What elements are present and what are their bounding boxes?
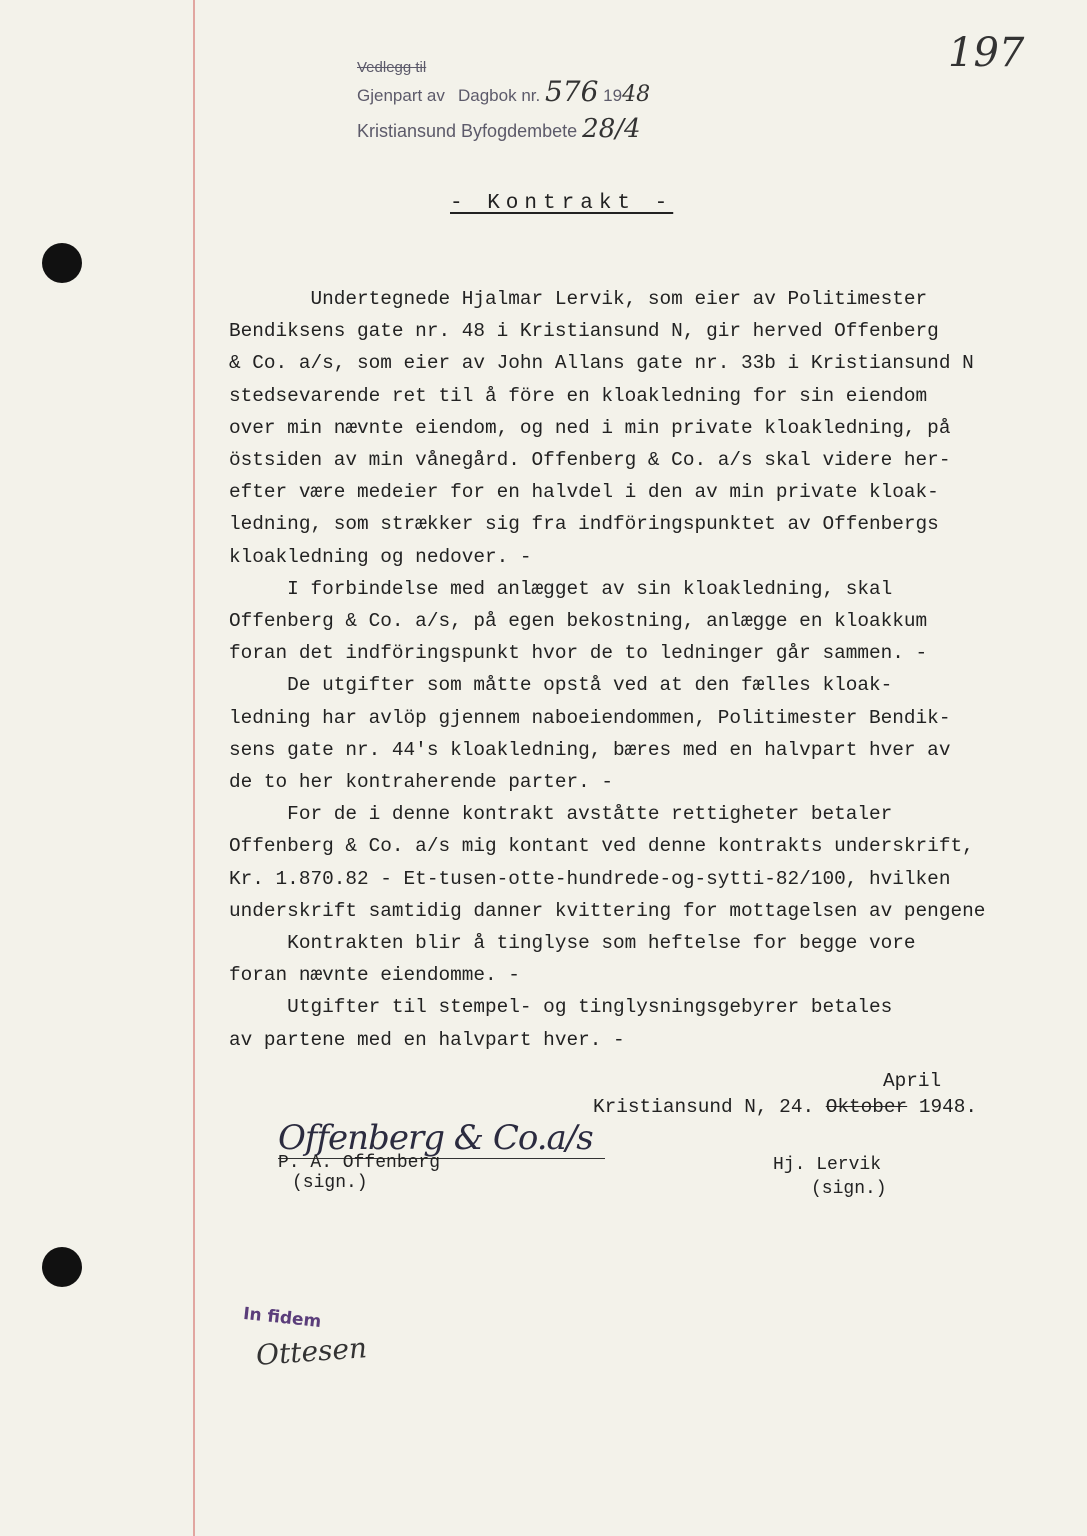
body-line: foran nævnte eiendomme. - bbox=[229, 964, 520, 987]
body-line: ledning, som strækker sig fra indföringspunktet av Offenbergs bbox=[229, 513, 939, 536]
body-line: stedsevarende ret til å före en kloakledning for sin eiendom bbox=[229, 384, 928, 407]
body-line: I forbindelse med anlægget av sin kloakledning, skal bbox=[229, 577, 893, 600]
signature-left bbox=[278, 1118, 605, 1193]
dagbok-number: 576 bbox=[544, 75, 599, 108]
date-block bbox=[593, 1068, 977, 1120]
date-month-correction: April bbox=[883, 1070, 942, 1092]
body-line: efter være medeier for en halvdel i den av min private kloak- bbox=[229, 481, 939, 504]
firm-signature-script: Offenberg & Co.a/s bbox=[278, 1118, 605, 1159]
dagbok-year: 48 bbox=[622, 82, 651, 107]
punch-hole-top bbox=[42, 243, 82, 283]
body-line: östsiden av min vånegård. Offenberg & Co. a/s skal videre her- bbox=[229, 449, 951, 472]
body-line: sens gate nr. 44's kloakledning, bæres med en halvpart hver av bbox=[229, 738, 951, 761]
margin-rule bbox=[193, 0, 195, 1536]
body-line: Utgifter til stempel- og tinglysningsgebyrer betales bbox=[229, 996, 893, 1019]
stamp-gjenpart-label: Gjenpart av bbox=[357, 86, 445, 105]
stamp-dagbok: Dagbok nr. 576 1948 bbox=[458, 75, 651, 108]
stamp-struck-label: Vedlegg til bbox=[357, 59, 427, 76]
body-line: Kr. 1.870.82 - Et-tusen-otte-hundrede-og-sytti-82/100, hvilken bbox=[229, 867, 951, 890]
body-line: Bendiksens gate nr. 48 i Kristiansund N, gir herved Offenberg bbox=[229, 320, 939, 343]
signature-right-name: Hj. Lervik bbox=[773, 1155, 882, 1175]
date-line bbox=[593, 1094, 977, 1120]
signature-left-name: P. A. Offenberg bbox=[278, 1153, 441, 1173]
signature-right-note: (sign.) bbox=[811, 1179, 887, 1199]
date-place: Kristiansund N, 24. bbox=[593, 1096, 815, 1118]
body-line: av partene med en halvpart hver. - bbox=[229, 1028, 625, 1051]
body-line: Undertegnede Hjalmar Lervik, som eier av Politimester bbox=[229, 288, 928, 310]
body-line: & Co. a/s, som eier av John Allans gate nr. 33b i Kristiansund N bbox=[229, 352, 974, 375]
in-fidem-stamp: In fidem bbox=[242, 1303, 323, 1333]
date-struck-month: Oktober bbox=[825, 1096, 908, 1118]
signature-right bbox=[773, 1153, 887, 1201]
contract-body bbox=[229, 283, 1074, 1056]
body-line: De utgifter som måtte opstå ved at den fælles kloak- bbox=[229, 674, 893, 697]
contract-title: - Kontrakt - bbox=[450, 192, 674, 215]
body-line: Offenberg & Co. a/s mig kontant ved denne kontrakts underskrift, bbox=[229, 835, 974, 858]
page-number: 197 bbox=[948, 30, 1025, 76]
body-line: Offenberg & Co. a/s, på egen bekostning, anlægge en kloakkum bbox=[229, 610, 928, 633]
official-signature-scribble: Ottesen bbox=[254, 1331, 369, 1372]
date-year: 1948. bbox=[918, 1096, 978, 1118]
stamp-handwritten-date: 28/4 bbox=[582, 114, 641, 144]
signature-left-note: (sign.) bbox=[292, 1173, 368, 1193]
stamp-office: Kristiansund Byfogdembete 28/4 bbox=[357, 114, 641, 144]
body-line: For de i denne kontrakt avståtte rettigheter betaler bbox=[229, 803, 893, 826]
punch-hole-bottom bbox=[42, 1247, 82, 1287]
body-line: de to her kontraherende parter. - bbox=[229, 771, 613, 794]
body-line: ledning har avlöp gjennem naboeiendommen, Politimester Bendik- bbox=[229, 706, 951, 729]
body-line: underskrift samtidig danner kvittering for mottagelsen av pengene bbox=[229, 899, 986, 922]
body-line: over min nævnte eiendom, og ned i min private kloakledning, på bbox=[229, 416, 951, 439]
body-line: kloakledning og nedover. - bbox=[229, 545, 532, 568]
body-line: foran det indföringspunkt hvor de to ledninger går sammen. - bbox=[229, 642, 928, 665]
body-line: Kontrakten blir å tinglyse som heftelse for begge vore bbox=[229, 932, 916, 955]
